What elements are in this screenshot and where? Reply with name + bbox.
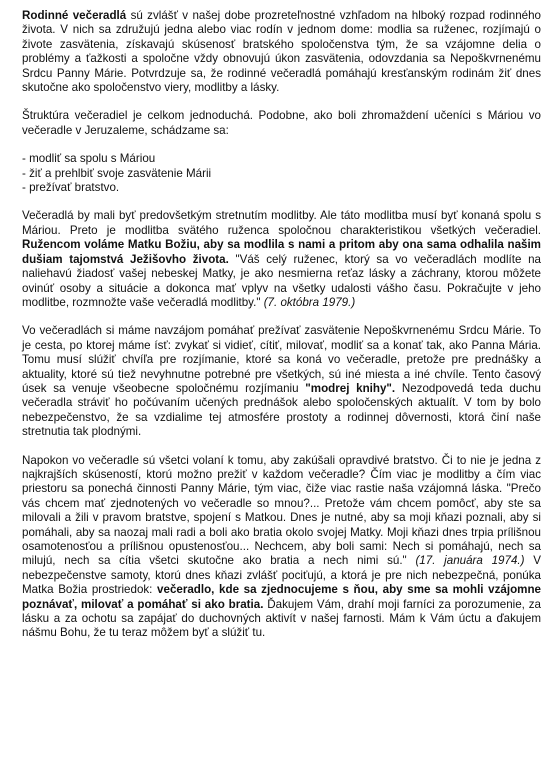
bold-statement: Ružencom voláme Matku Božiu, aby sa modlila s nami a pritom aby ona sama odhalila našim dušiam tajomstvá Ježišovho života.	[22, 238, 541, 266]
bold-book-title: "modrej knihy".	[305, 381, 396, 395]
paragraph-gap	[22, 195, 541, 209]
paragraph-text: Vo večeradlách si máme navzájom pomáhať prežívať zasvätenie Nepoškvrnenému Srdcu Márie. To je cesta, po ktorej máme ísť: zvykať si vidieť, cítiť, milovať, modliť sa a konať tak, ako Panna Mária. Tomu musí slúžiť chvíľa pre rozjímanie, ktoré sa koná vo večeradle, pretože pre prednášky a aktuality, ktoré sú tiež nevyhnutne potrebné pre všetkých, sú iné miesta a iné chvíle. Tento časový úsek sa venuje všeobecne spoločnému rozjímaniu	[22, 324, 541, 395]
paragraph-text: Napokon vo večeradle sú všetci volaní k tomu, aby zakúšali opravdivé bratstvo. Či to nie je jedna z najkrajších skúseností, ktorú možno prežiť v každom večeradle? Čím viac je modlitby a čím viac priestoru sa ponechá činnosti Panny Márie, tým viac, čiže viac rastie naša vzájomná láska. "Prečo vás chcem mať zjednotených vo večeradle so mnou?... Pretože vám chcem pomôcť, aby ste sa milovali a žili v pravom bratstve, spojení s Matkou. Dnes je nutné, aby sa moji kňazi poznali, aby si pomáhali, aby sa naozaj mali radi a boli ako bratia okolo svojej Matky. Moji kňazi dnes trpia prílišnou osamotenosťou a prílišnou opustenosťou... Nechcem, aby boli sami: Nech si pomáhajú, nech sa milujú, nech sa cítia všetci skutočne ako bratia a nech nimi sú."	[22, 453, 541, 568]
paragraph-text: sú zvlášť v našej dobe prozreteľnostné vzhľadom na hlboký rozpad rodinného života. V nich sa združujú jedna alebo viac rodín v jednom dome: modlia sa ruženec, rozjímajú o živote zasvätenia, získavajú skúsenosť bratského spoločenstva tým, že sa vzájomne delia o problémy a ťažkosti a spoločne vždy obnovujú úkon zasvätenia, odovzdania sa Nepoškvrnenému Srdcu Panny Márie. Potvrdzuje sa, že rodinné večeradlá pomáhajú kresťanským rodinám žiť dnes skutočne ako spoločenstvo viery, modlitby a lásky.	[22, 9, 541, 95]
paragraph-intro	[22, 9, 541, 95]
paragraph-text: Večeradlá by mali byť predovšetkým stretnutím modlitby. Ale táto modlitba musí byť konaná spolu s Máriou. Preto je modlitba svätého ruženca spoločnou charakteristikou všetkých večeradiel.	[22, 209, 541, 237]
list-item: - prežívať bratstvo.	[22, 181, 120, 195]
list-item: - žiť a prehlbiť svoje zasvätenie Márii	[22, 166, 212, 180]
quote-date: (7. októbra 1979.)	[263, 295, 356, 309]
paragraph-structure	[22, 109, 541, 138]
paragraph-consecration	[22, 324, 541, 439]
quote-text: "Váš celý ruženec, ktorý sa vo večeradlách modlíte na naliehavú žiadosť vašej nebeskej Matky, je ako nesmierna reťaz lásky a záchrany, ktorou môžete ovinúť osoby a situácie a dokonca mať vplyv na všetky udalosti vášho času. Pokračujte v jeho modlitbe, rozmnožte vaše večeradlá modlitby."	[22, 252, 541, 309]
paragraph-prayer	[22, 209, 541, 310]
paragraph-text: Štruktúra večeradiel je celkom jednoduchá. Podobne, ako boli zhromaždení učeníci s Máriou vo večeradle v Jeruzaleme, schádzame sa:	[22, 109, 541, 137]
quote-date: (17. januára 1974.)	[415, 554, 525, 568]
list-item: - modliť sa spolu s Máriou	[22, 152, 156, 166]
paragraph-gap	[22, 310, 541, 324]
paragraph-gap	[22, 95, 541, 109]
bold-statement: večeradlo, kde sa zjednocujeme s ňou, aby sme sa mohli vzájomne poznávať, milovať a pomáhať si ako bratia.	[22, 583, 541, 611]
bold-term: Rodinné večeradlá	[22, 9, 127, 22]
paragraph-text: V nebezpečenstve samoty, ktorú dnes kňazi zvlášť pociťujú, a ktorá je pre nich nebezpečná, ponúka Matka Božia prostriedok:	[22, 554, 541, 597]
purpose-list	[22, 152, 541, 195]
paragraph-gap	[22, 440, 541, 454]
paragraph-brotherhood	[22, 454, 541, 641]
paragraph-text: Ďakujem Vám, drahí moji farníci za porozumenie, za lásku a za ochotu sa zapájať do duchovných aktivít v našej farnosti. Mám k Vám úctu a ďakujem nášmu Bohu, že tu teraz môžem byť a slúžiť tu.	[22, 597, 541, 640]
paragraph-gap	[22, 138, 541, 152]
paragraph-text: Nezodpovedá teda duchu večeradla stráviť ho počúvaním učených prednášok alebo spoločenských aktualít. V tom by bolo nebezpečenstvo, že sa vzdialime tej atmosfére prostoty a rodinnej dôvernosti, ktorá činí naše stretnutia tak plodnými.	[22, 381, 541, 439]
